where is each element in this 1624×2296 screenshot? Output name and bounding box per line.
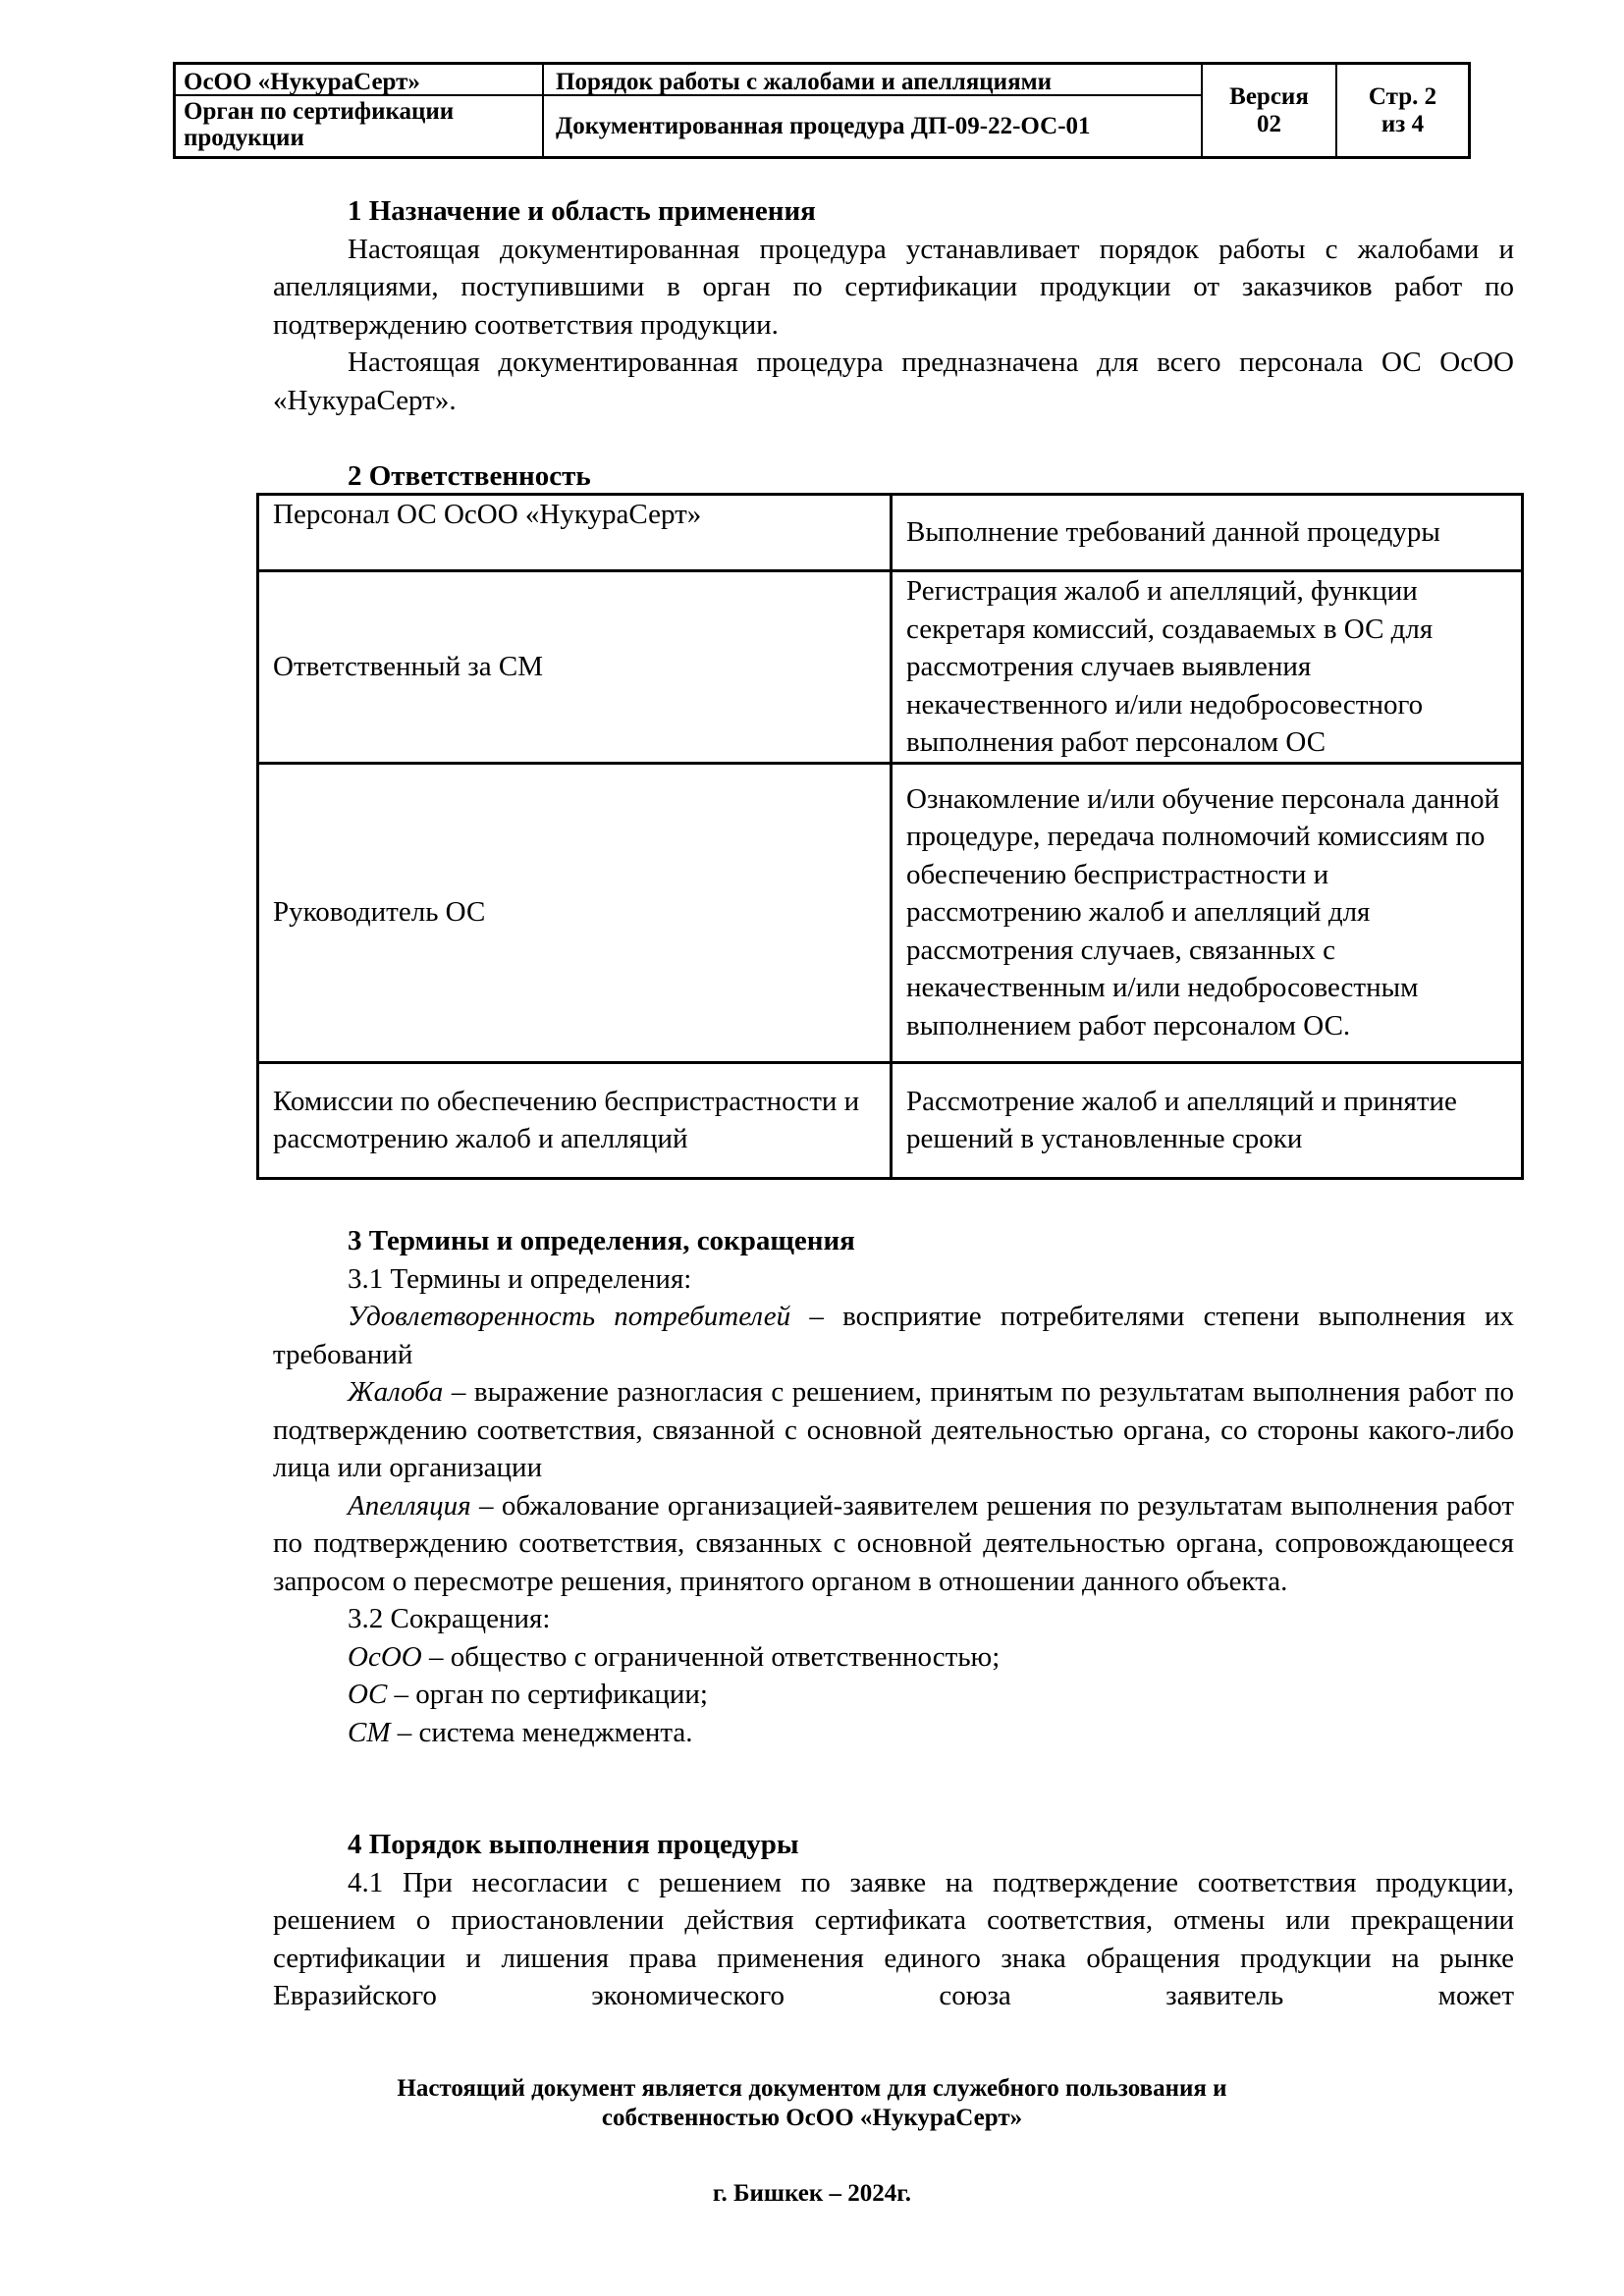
table-cell-duty: Ознакомление и/или обучение персонала данной процедуре, передача полномочий комиссиям по обеспечению беспристрастности и рассмотрению жалоб и апелляций для рассмотрения случаев, связанных с некачественным и/или недобросовестным выполнением работ персоналом ОС.	[892, 763, 1523, 1062]
abbreviation-meaning: – орган по сертификации;	[387, 1679, 708, 1710]
header-page-label: Стр. 2	[1368, 82, 1437, 110]
abbreviation: СМ	[348, 1716, 391, 1748]
table-cell-role: Персонал ОС ОсОО «НукураСерт»	[258, 495, 892, 571]
section-1-paragraph-2: Настоящая документированная процедура предназначена для всего персонала ОС ОсОО «НукураСерт».	[273, 347, 1514, 416]
section-3-heading: 3 Термины и определения, сокращения	[348, 1225, 855, 1256]
section-3-sub-2: 3.2 Сокращения:	[348, 1603, 551, 1634]
responsibility-table	[256, 493, 1524, 1180]
table-cell-role: Ответственный за СМ	[258, 571, 892, 764]
section-1-paragraph-1: Настоящая документированная процедура устанавливает порядок работы с жалобами и апелляциями, поступившими в орган по сертификации продукции от заказчиков работ по подтверждению соответствия продукции.	[273, 233, 1514, 341]
abbreviation: ОсОО	[348, 1640, 422, 1673]
header-version-value: 02	[1257, 110, 1281, 137]
table-cell-duty: Регистрация жалоб и апелляций, функции секретаря комиссий, создаваемых в ОС для рассмотрения случаев выявления некачественного и/или недобросовестного выполнения работ персоналом ОС	[892, 571, 1523, 764]
header-version-label: Версия	[1229, 82, 1309, 110]
section-3	[273, 1222, 1514, 1751]
table-cell-role: Комиссии по обеспечению беспристрастности и рассмотрению жалоб и апелляций	[258, 1062, 892, 1178]
term-definition: – обжалование организацией-заявителем решения по результатам выполнения работ по подтверждению соответствия, связанных с основной деятельностью органа, сопровождающееся запросом о пересмотре решения, принятого органом в отношении данного объекта.	[273, 1489, 1514, 1597]
footer-notice-line-2: собственностью ОсОО «НукураСерт»	[601, 2105, 1023, 2131]
term-definition: – восприятие потребителями степени выполнения их требований	[273, 1301, 1514, 1370]
footer-notice	[0, 2074, 1624, 2133]
section-1	[273, 192, 1514, 419]
header-org-unit: Орган по сертификации продукции	[176, 96, 544, 157]
table-cell-role: Руководитель ОС	[258, 763, 892, 1062]
header-doc-code	[544, 96, 1203, 157]
abbreviation-meaning: – общество с ограниченной ответственностью;	[421, 1640, 1001, 1673]
table-cell-duty: Рассмотрение жалоб и апелляций и принятие решений в установленные сроки	[892, 1062, 1523, 1178]
document-header-table	[173, 62, 1471, 159]
term-name: Удовлетворенность потребителей	[348, 1301, 791, 1332]
section-4	[273, 1826, 1514, 2015]
header-doc-code-text: Документированная процедура ДП-09-22-ОС-01	[556, 113, 1091, 139]
abbreviation-meaning: – система менеджмента.	[390, 1716, 693, 1748]
section-1-heading: 1 Назначение и область применения	[348, 195, 816, 227]
section-4-heading: 4 Порядок выполнения процедуры	[348, 1829, 799, 1860]
footer-notice-line-1: Настоящий документ является документом для служебного пользования и	[397, 2075, 1227, 2102]
table-row	[258, 495, 1523, 571]
section-4-paragraph: 4.1 При несогласии с решением по заявке на подтверждение соответствия продукции, решением о приостановлении действия сертификата соответствия, отмены или прекращении сертификации и лишения права применения единого знака обращения продукции на рынке Евразийского экономического союза заявитель может	[273, 1866, 1514, 2011]
term-definition: – выражение разногласия с решением, принятым по результатам выполнения работ по подтверждению соответствия, связанной с основной деятельностью органа, со стороны какого-либо лица или организации	[273, 1376, 1514, 1483]
abbreviation: ОС	[348, 1679, 388, 1710]
header-page-number	[1337, 65, 1468, 156]
section-3-sub-1: 3.1 Термины и определения:	[348, 1262, 692, 1295]
term-entry	[273, 1298, 1514, 1373]
header-page-total: из 4	[1380, 110, 1425, 137]
header-version	[1203, 65, 1337, 156]
section-2-heading: 2 Ответственность	[348, 460, 591, 492]
abbreviation-entry	[273, 1676, 1514, 1714]
table-row	[258, 763, 1523, 1062]
term-name: Апелляция	[348, 1489, 471, 1522]
term-entry	[273, 1373, 1514, 1487]
term-name: Жалоба	[348, 1376, 444, 1408]
header-org-name: ОсОО «НукураСерт»	[176, 65, 544, 96]
table-row	[258, 571, 1523, 764]
abbreviation-entry	[273, 1638, 1514, 1677]
table-cell-duty: Выполнение требований данной процедуры	[892, 495, 1523, 571]
abbreviation-entry	[273, 1714, 1514, 1752]
header-doc-title: Порядок работы с жалобами и апелляциями	[544, 65, 1203, 96]
term-entry	[273, 1487, 1514, 1601]
table-row	[258, 1062, 1523, 1178]
section-2	[273, 457, 1514, 496]
footer-place-year: г. Бишкек – 2024г.	[712, 2180, 912, 2207]
